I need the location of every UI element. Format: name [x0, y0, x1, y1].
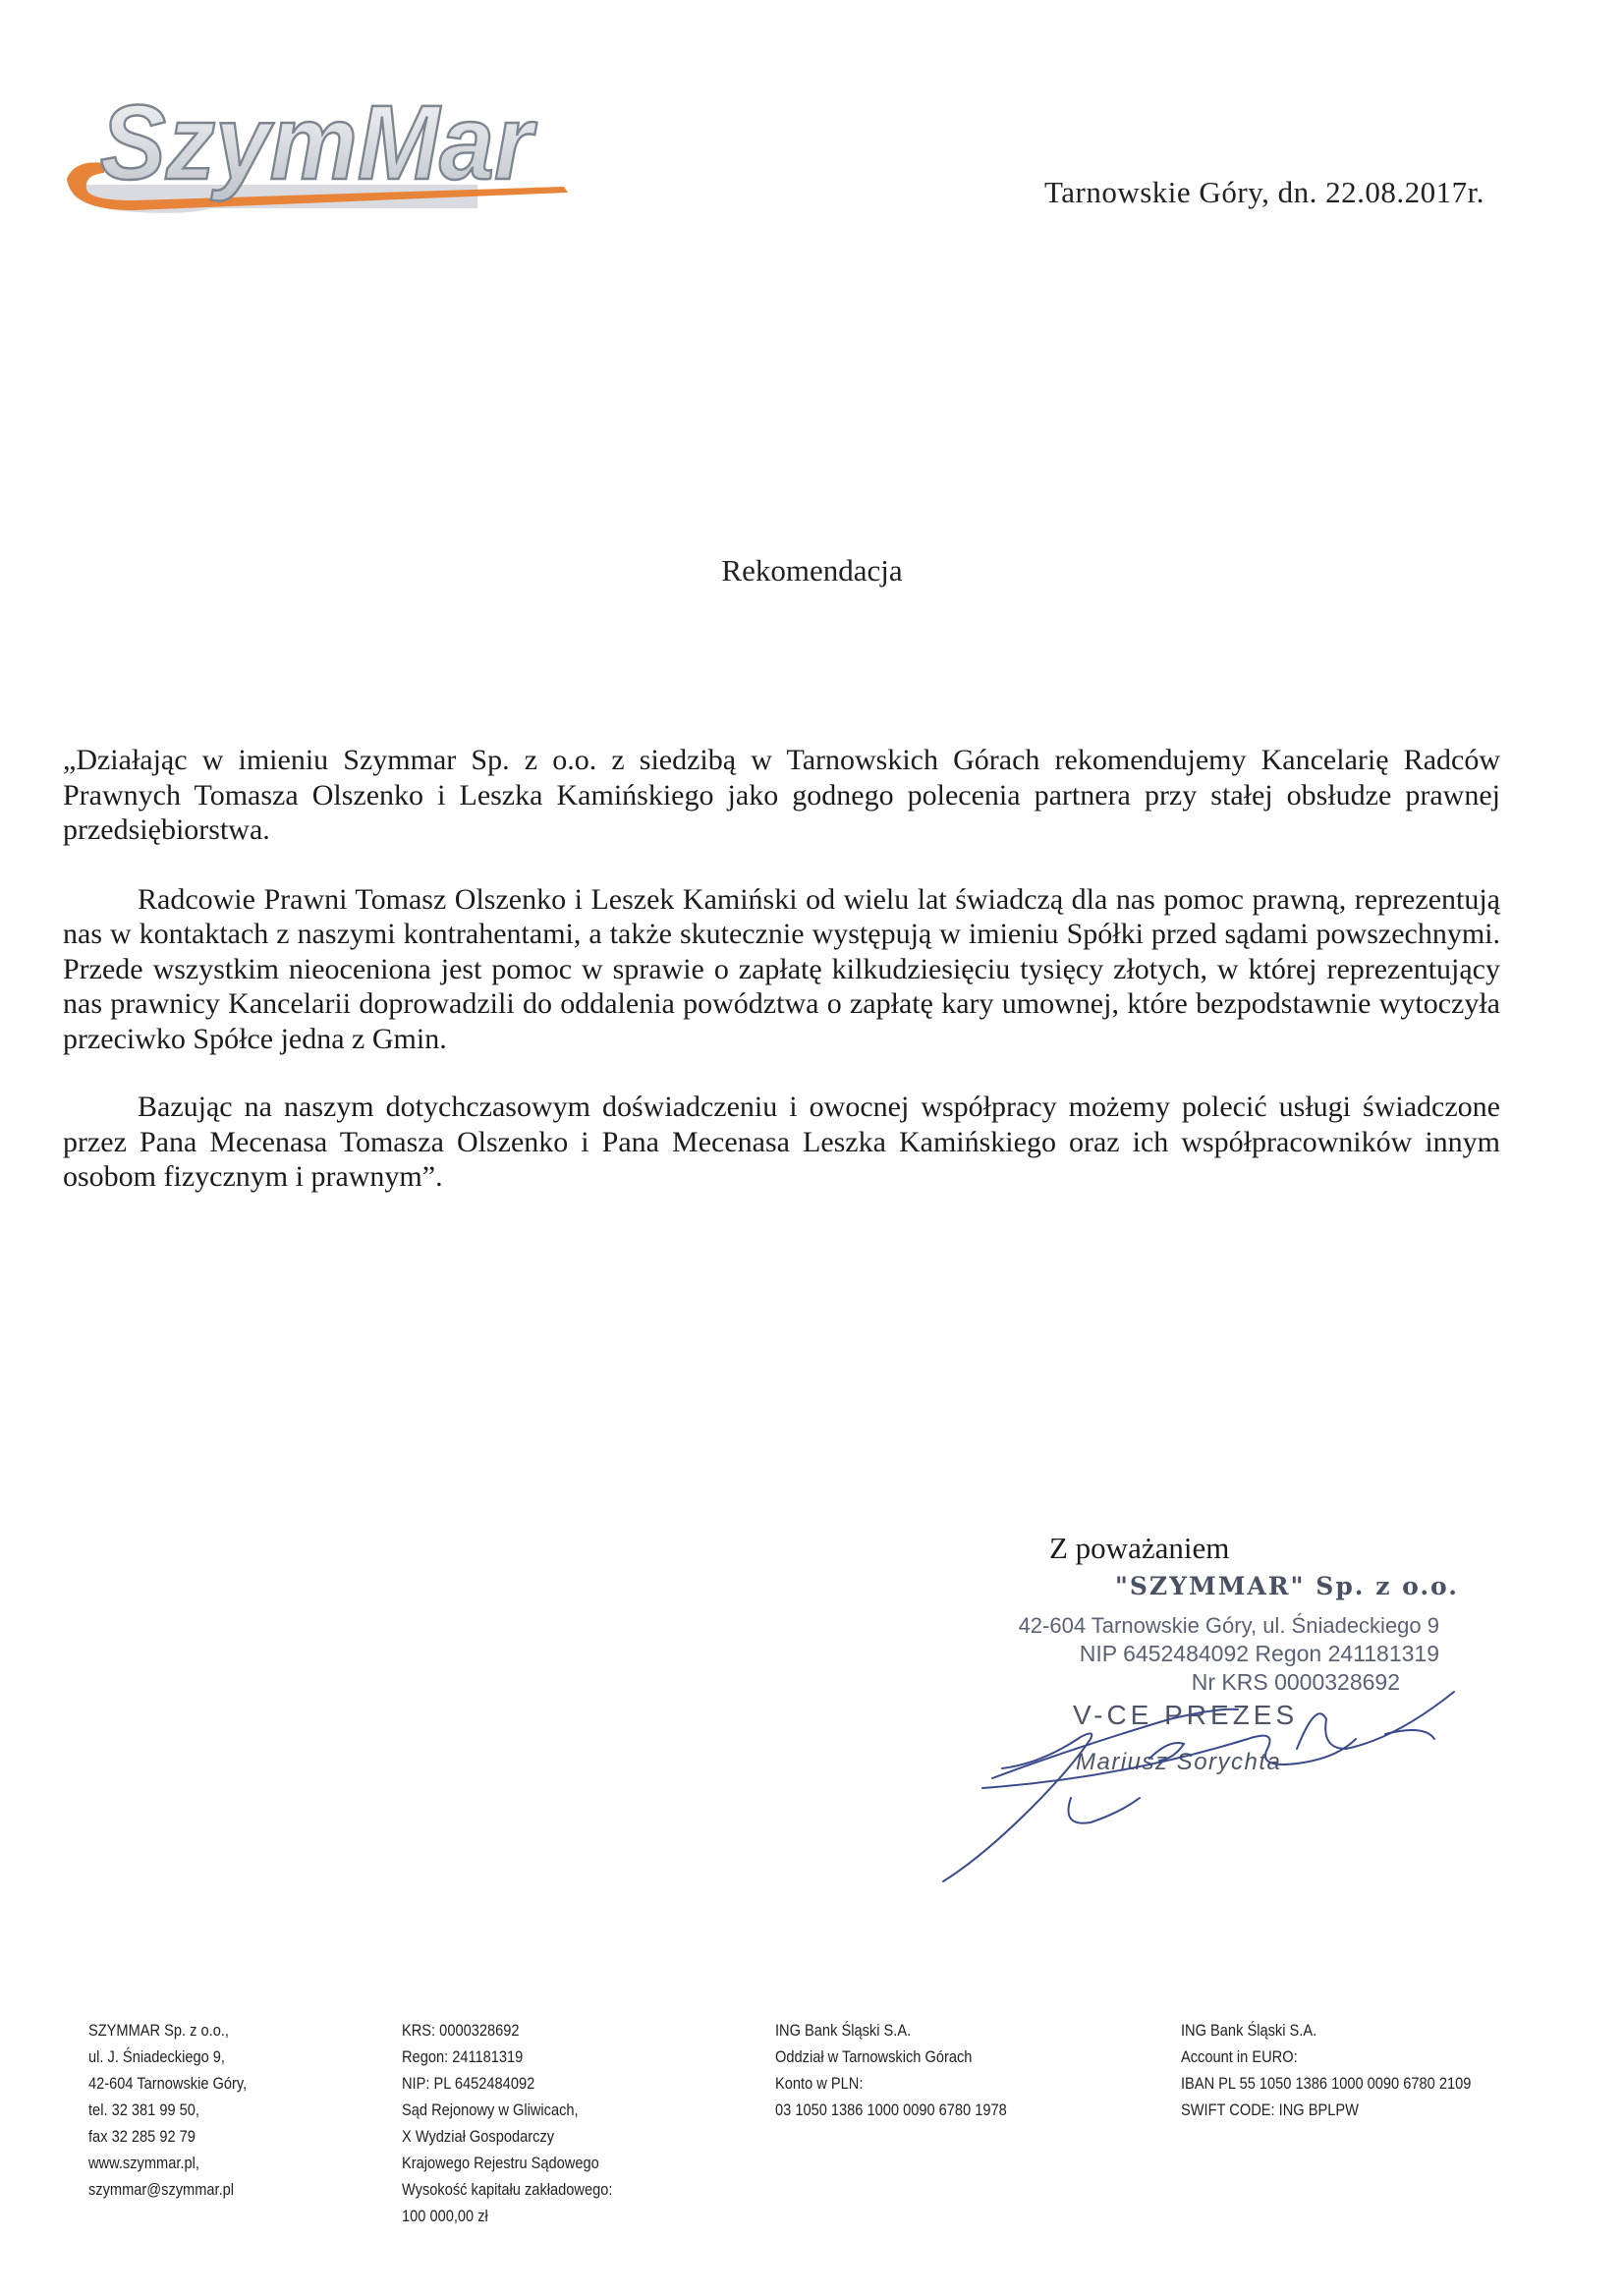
- footer-line: SZYMMAR Sp. z o.o.,: [88, 2021, 229, 2040]
- letter-body: [63, 743, 1500, 1195]
- footer-line: Regon: 241181319: [402, 2047, 524, 2066]
- footer-line: 100 000,00 zł: [402, 2207, 488, 2225]
- footer-company-info: [88, 2017, 247, 2203]
- paragraph-3: Bazując na naszym dotychczasowym doświadczeniu i owocnej współpracy możemy polecić usługi świadczone przez Pana Mecenasa Tomasza Olszenko i Pana Mecenasa Leszka Kamińskiego oraz ich współpracowników innym osobom fizycznym i prawnym”.: [63, 1091, 1500, 1193]
- logo-wordmark: SzymMar: [100, 83, 537, 201]
- footer-line: ING Bank Śląski S.A.: [775, 2021, 912, 2040]
- footer-line: ING Bank Śląski S.A.: [1181, 2021, 1317, 2040]
- footer-line: szymmar@szymmar.pl: [88, 2180, 235, 2199]
- footer-line: Oddział w Tarnowskich Górach: [775, 2047, 973, 2066]
- footer-line: Wysokość kapitału zakładowego:: [402, 2180, 613, 2199]
- company-logo: [65, 69, 576, 231]
- footer-line: Krajowego Rejestru Sądowego: [402, 2154, 599, 2172]
- footer-line: Sąd Rejonowy w Gliwicach,: [402, 2100, 579, 2119]
- footer-line: fax 32 285 92 79: [88, 2127, 196, 2146]
- footer-line: IBAN PL 55 1050 1386 1000 0090 6780 2109: [1181, 2074, 1472, 2093]
- footer-bank-euro: [1181, 2017, 1471, 2123]
- footer-line: Account in EURO:: [1181, 2047, 1298, 2066]
- footer-line: 03 1050 1386 1000 0090 6780 1978: [775, 2100, 1007, 2119]
- footer-bank-pln: [775, 2017, 1007, 2123]
- document-title: Rekomendacja: [721, 553, 903, 588]
- paragraph-1: „Działając w imieniu Szymmar Sp. z o.o. z siedzibą w Tarnowskich Górach rekomendujemy Kancelarię Radców Prawnych Tomasza Olszenko i Leszka Kamińskiego jako godnego polecenia partnera przy stałej obsłudze prawnej przedsiębiorstwa.: [63, 744, 1500, 846]
- footer-line: NIP: PL 6452484092: [402, 2074, 535, 2093]
- footer-registry-info: [402, 2017, 612, 2229]
- footer-line: www.szymmar.pl,: [88, 2154, 199, 2172]
- footer-line: SWIFT CODE: ING BPLPW: [1181, 2100, 1359, 2119]
- footer-line: 42-604 Tarnowskie Góry,: [88, 2074, 248, 2093]
- handwritten-signature: [924, 1680, 1474, 1896]
- footer-line: X Wydział Gospodarczy: [402, 2127, 555, 2146]
- footer-line: KRS: 0000328692: [402, 2021, 520, 2040]
- stamp-company: "SZYMMAR" Sp. z o.o.: [1114, 1572, 1459, 1600]
- stamp-krs: Nr KRS 0000328692: [1191, 1669, 1400, 1695]
- stamp-person: Mariusz Sorychta: [1076, 1749, 1282, 1775]
- footer-line: Konto w PLN:: [775, 2074, 864, 2093]
- closing-salutation: Z poważaniem: [1049, 1531, 1230, 1565]
- paragraph-2: Radcowie Prawni Tomasz Olszenko i Leszek Kamiński od wielu lat świadczą dla nas pomoc prawną, reprezentują nas w kontaktach z naszymi kontrahentami, a także skutecznie występują w imieniu Spółki przed sądami powszechnymi. Przede wszystkim nieoceniona jest pomoc w sprawie o zapłatę kilkudziesięciu tysięcy złotych, w której reprezentujący nas prawnicy Kancelarii doprowadzili do oddalenia powództwa o zapłatę kary umownej, które bezpodstawnie wytoczyła przeciwko Spółce jedna z Gmin.: [63, 882, 1500, 1055]
- stamp-address: 42-604 Tarnowskie Góry, ul. Śniadeckiego 9: [1018, 1613, 1439, 1638]
- footer-line: tel. 32 381 99 50,: [88, 2100, 199, 2119]
- stamp-nip-regon: NIP 6452484092 Regon 241181319: [1079, 1641, 1439, 1666]
- document-date: Tarnowskie Góry, dn. 22.08.2017r.: [1044, 175, 1484, 209]
- footer-line: ul. J. Śniadeckiego 9,: [88, 2047, 225, 2066]
- stamp-role: V-CE PREZES: [1073, 1700, 1299, 1730]
